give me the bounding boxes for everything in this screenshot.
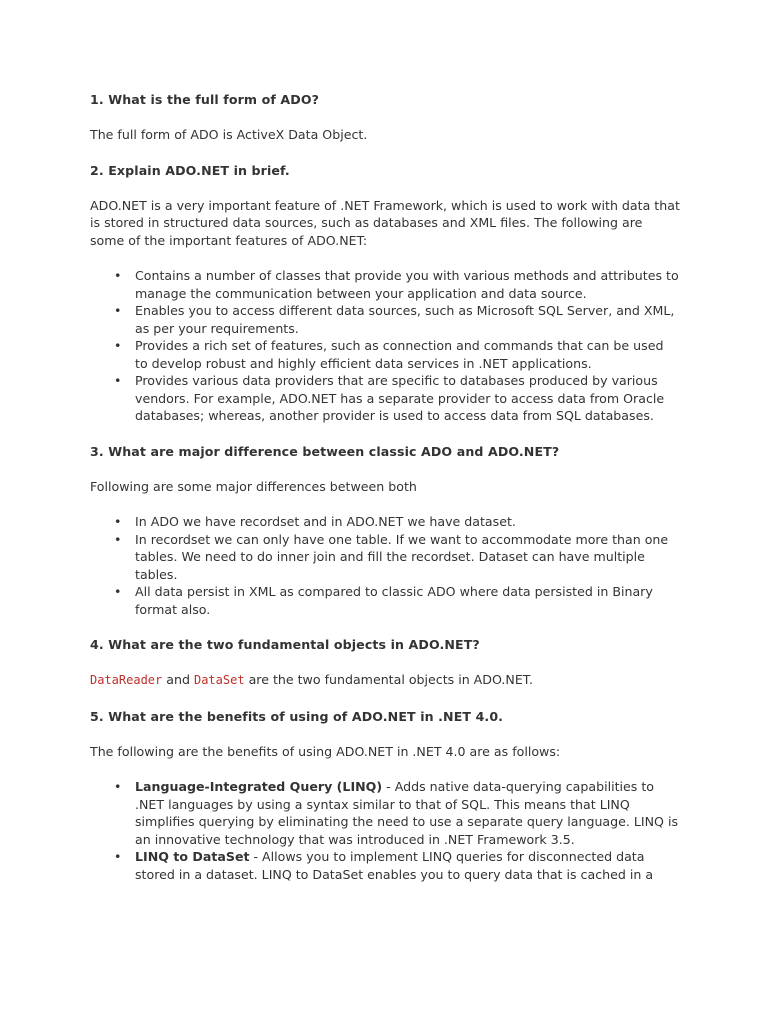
list-item: • Provides various data providers that are specific to databases produced by various vendors. For example, ADO.NET has a separate provider to access data from Oracle databases; whereas, another provider is used to access data from SQL databases. — [135, 372, 680, 425]
answer-rest: are the two fundamental objects in ADO.NET. — [248, 672, 533, 687]
list-item: • In ADO we have recordset and in ADO.NET we have dataset. — [135, 513, 680, 531]
question-1-heading: 1. What is the full form of ADO? — [90, 92, 320, 107]
question-4-answer — [90, 671, 680, 690]
question-3-intro: Following are some major differences between both — [90, 478, 417, 494]
question-5-heading: 5. What are the benefits of using of ADO.NET in .NET 4.0. — [90, 708, 504, 724]
code-datareader: DataReader — [90, 673, 163, 687]
answer-and: and — [166, 672, 190, 687]
list-item: • In recordset we can only have one table. If we want to accommodate more than one tables. We need to do inner join and fill the recordset. Dataset can have multiple tables. — [135, 531, 680, 584]
term-linq-to-dataset-description: - Allows you to implement LINQ queries for disconnected data stored in a dataset. LINQ to DataSet enables you to query data that is cached in a — [135, 849, 654, 882]
code-dataset: DataSet — [193, 673, 245, 687]
question-2-feature-list — [90, 267, 680, 425]
list-item: • Contains a number of classes that provide you with various methods and attributes to manage the communication between your application and data source. — [135, 267, 680, 302]
question-5-intro: The following are the benefits of using ADO.NET in .NET 4.0 are as follows: — [90, 743, 561, 759]
question-5-benefit-list — [90, 778, 680, 883]
list-item — [135, 848, 680, 883]
list-item: • Provides a rich set of features, such as connection and commands that can be used to develop robust and highly efficient data services in .NET applications. — [135, 337, 680, 372]
document-page — [90, 91, 680, 883]
question-4-heading: 4. What are the two fundamental objects in ADO.NET? — [90, 637, 480, 652]
term-linq-to-dataset: LINQ to DataSet — [135, 849, 250, 864]
term-linq-description: - Adds native data-querying capabilities to .NET languages by using a syntax similar to that of SQL. This means that LINQ simplifies querying by eliminating the need to use a separate query language. LINQ is an innovative technology that was introduced in .NET Framework 3.5. — [135, 779, 679, 847]
list-item — [135, 778, 680, 848]
list-item: • Enables you to access different data sources, such as Microsoft SQL Server, and XML, as per your requirements. — [135, 302, 680, 337]
list-item: • All data persist in XML as compared to classic ADO where data persisted in Binary format also. — [135, 583, 680, 618]
question-2-heading: 2. Explain ADO.NET in brief. — [90, 162, 290, 178]
question-3-difference-list — [90, 513, 680, 618]
term-linq: Language-Integrated Query (LINQ) — [135, 779, 383, 794]
question-2-intro: ADO.NET is a very important feature of .NET Framework, which is used to work with data that is stored in structured data sources, such as databases and XML files. The following are some of the important features of ADO.NET: — [90, 197, 680, 248]
question-3-heading: 3. What are major difference between classic ADO and ADO.NET? — [90, 443, 560, 459]
question-1-answer: The full form of ADO is ActiveX Data Object. — [90, 127, 368, 142]
